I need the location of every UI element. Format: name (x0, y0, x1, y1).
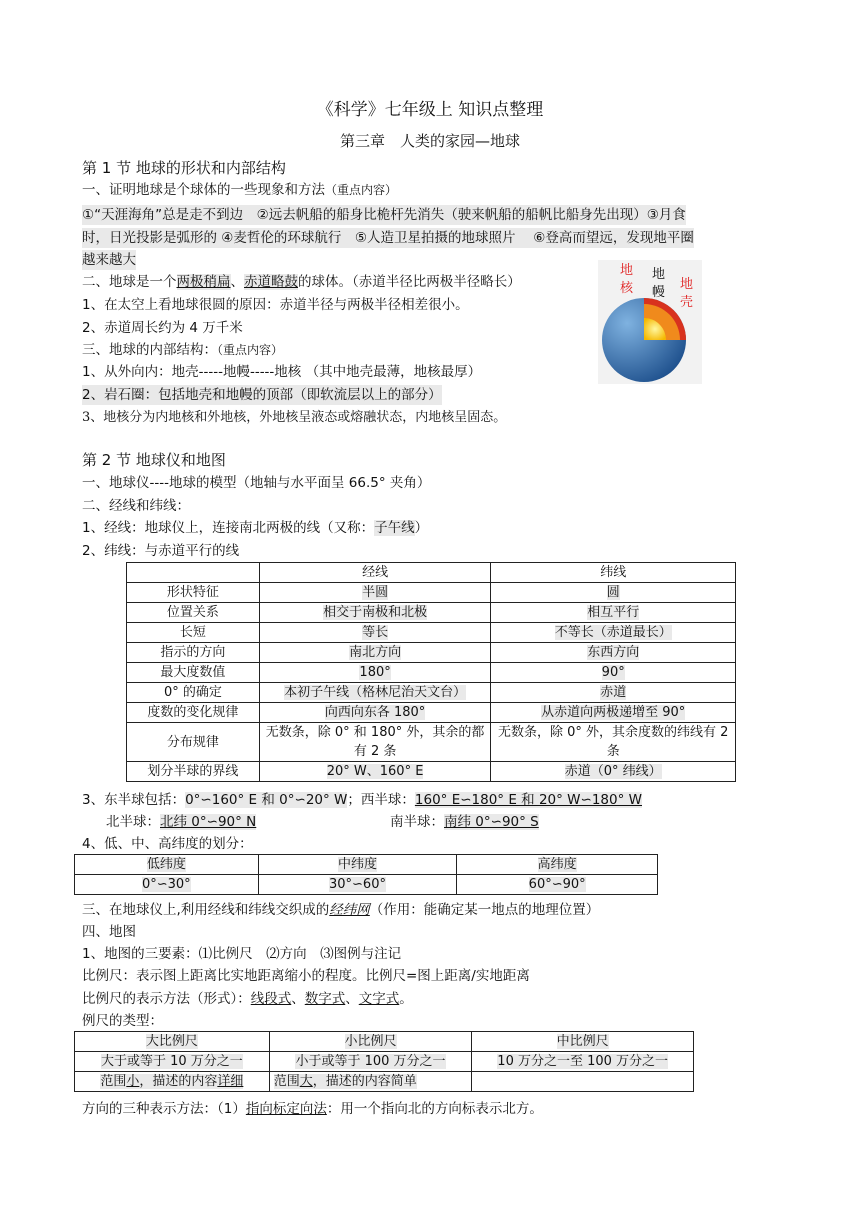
s2-line-8 (82, 900, 599, 920)
table1-cell: 划分半球的界线 (127, 762, 260, 782)
table1-cell: 南北方向 (259, 643, 491, 663)
s2-line-2: 二、经线和纬线： (82, 498, 190, 514)
table1-cell: 赤道（0° 纬线） (491, 762, 736, 782)
s2-line-6-b: 北纬 0°∽90° N (160, 814, 257, 830)
scale-type-table (74, 1031, 694, 1092)
scale-large-desc: 范围小，描述的内容详细 (75, 1072, 270, 1092)
table-row (127, 762, 736, 782)
table1-cell: 不等长（赤道最长） (491, 623, 736, 643)
s2-line-5-d: 160° E∽180° E 和 20° W∽180° W (414, 792, 642, 808)
table1-cell: 无数条，除 0° 和 180° 外，其余的都有 2 条 (259, 723, 491, 762)
section-1-heading: 第 1 节 地球的形状和内部结构 (82, 159, 286, 177)
table1-cell: 分布规律 (127, 723, 260, 762)
s2-line-14-b: 指向标定向法 (245, 1101, 327, 1117)
scale-header-medium: 中比例尺 (472, 1032, 694, 1052)
s2-line-6-c: 南半球： (390, 814, 444, 830)
s2-line-12-c: 、 (291, 991, 305, 1007)
table1-cell: 相互平行 (491, 603, 736, 623)
s2-line-12-d: 数字式 (304, 991, 346, 1007)
table1-header-0 (127, 563, 260, 583)
table-row (127, 583, 736, 603)
s2-line-5-a: 3、东半球包括： (82, 792, 186, 808)
table1-cell: 位置关系 (127, 603, 260, 623)
table1-cell: 从赤道向两极递增至 90° (491, 703, 736, 723)
s2-line-12-a: 比例尺的表示方法（形式）： (82, 991, 251, 1007)
s2-line-14-c: ：用一个指向北的方向标表示北方。 (326, 1101, 543, 1117)
s2-line-9: 四、地图 (82, 924, 136, 940)
table2-cell: 30°∽60° (258, 875, 457, 895)
chapter-title: 第三章 人类的家园—地球 (339, 132, 520, 150)
s1-item-3-2: 2、岩石圈：包括地壳和地幔的顶部（即软流层以上的部分） (82, 387, 442, 403)
s2-line-3-c: ） (414, 520, 429, 536)
table1-header-1: 经线 (259, 563, 491, 583)
s2-line-8-c: （作用：能确定某一地点的地理位置） (369, 902, 600, 918)
s2-line-12-b: 线段式 (250, 991, 292, 1007)
table1-cell: 0° 的确定 (127, 683, 260, 703)
s1-item-2-b: 的球体。（赤道半径比两极半径略长） (298, 274, 521, 290)
s2-line-14 (82, 1099, 543, 1119)
s2-line-8-a: 三、在地球仪上,利用经线和纬线交织成的 (82, 902, 330, 918)
s2-line-6-south (390, 812, 539, 832)
s1-item-2 (82, 272, 521, 292)
s2-line-6-d: 南纬 0°∽90° S (444, 814, 539, 830)
s2-line-12-f: 文字式 (358, 991, 400, 1007)
table1-cell: 度数的变化规律 (127, 703, 260, 723)
s2-line-5 (82, 790, 642, 810)
s2-line-3 (82, 518, 428, 538)
s1-item-3-3: 3、地核分为内地核和外地核，外地核呈液态或熔融状态，内地核呈固态。 (82, 410, 507, 425)
table1-cell: 180° (259, 663, 491, 683)
s2-line-8-b: 经纬网 (329, 902, 370, 918)
s2-line-6-a: 北半球： (106, 814, 160, 830)
s2-line-12-e: 、 (345, 991, 359, 1007)
s1-item-2-u1: 两极稍扁 (176, 274, 231, 290)
scale-small-range: 小于或等于 100 万分之一 (269, 1052, 472, 1072)
page-title: 《科学》七年级上 知识点整理 (316, 100, 544, 120)
meridian-parallel-table (126, 562, 736, 782)
table1-cell: 指示的方向 (127, 643, 260, 663)
s2-line-13: 例尺的类型： (82, 1013, 163, 1029)
table-row (127, 723, 736, 762)
earth-label-crust: 地壳 (680, 277, 694, 310)
s2-line-7: 4、低、中、高纬度的划分： (82, 836, 253, 852)
table2-cell: 60°∽90° (457, 875, 658, 895)
s1-item-2-sep: 、 (230, 274, 244, 290)
earth-label-core: 地核 (620, 263, 634, 296)
s2-line-6-north (106, 812, 256, 832)
scale-medium-desc (472, 1072, 694, 1092)
scale-header-large: 大比例尺 (75, 1032, 270, 1052)
s1-item-1-note: （重点内容） (325, 183, 398, 197)
s1-item-3-a: 三、地球的内部结构： (82, 342, 217, 358)
s1-item-2-u2: 赤道略鼓 (244, 274, 298, 290)
table1-header-2: 纬线 (491, 563, 736, 583)
s2-line-5-c: ；西半球： (347, 792, 415, 808)
s1-item-1-body-3: 越来越大 (82, 252, 136, 268)
latitude-table (74, 854, 658, 895)
s2-line-12-g: 。 (399, 991, 413, 1007)
s1-item-2-2: 2、赤道周长约为 4 万千米 (82, 320, 243, 336)
s1-item-1-body-2: 时，日光投影是弧形的 ④麦哲伦的环球航行 ⑤人造卫星拍摄的地球照片 ⑥登高而望远，发现地平圈 (82, 230, 694, 246)
scale-medium-range: 10 万分之一至 100 万分之一 (472, 1052, 694, 1072)
table1-cell: 90° (491, 663, 736, 683)
table-row (127, 603, 736, 623)
table2-cell: 高纬度 (457, 855, 658, 875)
s2-line-10: 1、地图的三要素：⑴比例尺 ⑵方向 ⑶图例与注记 (82, 946, 402, 962)
s2-line-11: 比例尺：表示图上距离比实地距离缩小的程度。比例尺=图上距离/实地距离 (82, 968, 530, 984)
s2-line-1: 一、地球仪----地球的模型（地轴与水平面呈 66.5° 夹角） (82, 475, 431, 491)
s2-line-12 (82, 989, 413, 1009)
table1-cell: 无数条，除 0° 外，其余度数的纬线有 2 条 (491, 723, 736, 762)
table1-cell: 东西方向 (491, 643, 736, 663)
s1-item-1-body-1: ①“天涯海角”总是走不到边 ②远去帆船的船身比桅杆先消失（驶来帆船的船帆比船身先出现）③月食 (82, 207, 686, 223)
s1-item-1-text: 一、证明地球是个球体的一些现象和方法 (82, 182, 325, 198)
scale-large-range: 大于或等于 10 万分之一 (75, 1052, 270, 1072)
table1-cell: 相交于南极和北极 (259, 603, 491, 623)
table2-cell: 中纬度 (258, 855, 457, 875)
table1-cell: 本初子午线（格林尼治天文台） (259, 683, 491, 703)
table-row (127, 663, 736, 683)
table-row (75, 875, 658, 895)
table-row (75, 855, 658, 875)
s2-line-4: 2、纬线：与赤道平行的线 (82, 543, 240, 559)
s2-line-3-b: 子午线 (374, 520, 415, 536)
earth-structure-image (598, 260, 702, 384)
s1-item-2-1: 1、在太空上看地球很圆的原因：赤道半径与两极半径相差很小。 (82, 297, 469, 313)
section-2-heading: 第 2 节 地球仪和地图 (82, 451, 226, 469)
table1-cell: 半圆 (259, 583, 491, 603)
table1-cell: 圆 (491, 583, 736, 603)
s1-item-3-note: （重点内容） (217, 343, 284, 357)
s2-line-5-b: 0°∽160° E 和 0°∽20° W (185, 792, 348, 808)
table-row (127, 703, 736, 723)
table1-cell: 20° W、160° E (259, 762, 491, 782)
table1-cell: 赤道 (491, 683, 736, 703)
s1-item-3-1: 1、从外向内：地壳-----地幔-----地核 （其中地壳最薄，地核最厚） (82, 364, 482, 380)
table1-cell: 最大度数值 (127, 663, 260, 683)
s1-item-3 (82, 340, 283, 360)
table-row (127, 683, 736, 703)
table1-cell: 形状特征 (127, 583, 260, 603)
table1-cell: 长短 (127, 623, 260, 643)
scale-small-desc: 范围大，描述的内容简单 (269, 1072, 472, 1092)
s1-item-2-a: 二、地球是一个 (82, 274, 177, 290)
table2-cell: 低纬度 (75, 855, 259, 875)
s1-item-1-title (82, 180, 397, 200)
s2-line-14-a: 方向的三种表示方法：（1） (82, 1101, 246, 1117)
scale-header-small: 小比例尺 (269, 1032, 472, 1052)
s2-line-3-a: 1、经线：地球仪上，连接南北两极的线（又称： (82, 520, 375, 536)
table1-cell: 向西向东各 180° (259, 703, 491, 723)
table2-cell: 0°∽30° (75, 875, 259, 895)
earth-label-mantle: 地幔 (652, 267, 666, 300)
table1-cell: 等长 (259, 623, 491, 643)
table-row (127, 623, 736, 643)
table-row (127, 643, 736, 663)
